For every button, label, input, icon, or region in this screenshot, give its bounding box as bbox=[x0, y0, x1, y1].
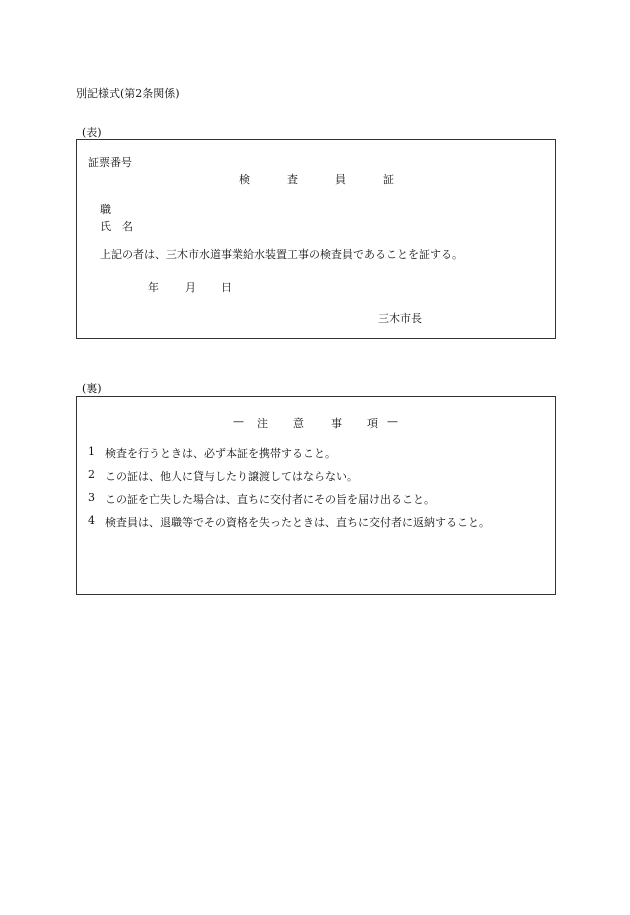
note-text: この証は、他人に貸与したり譲渡してはならない。 bbox=[105, 470, 358, 483]
note-number: 4 bbox=[88, 514, 95, 527]
certificate-number-label: 証票番号 bbox=[88, 156, 132, 169]
title-char: 検 bbox=[239, 173, 250, 186]
note-number: 2 bbox=[88, 468, 95, 481]
note-text: 検査員は、退職等でその資格を失ったときは、直ちに交付者に返納すること。 bbox=[105, 516, 490, 529]
name-label: 氏 名 bbox=[100, 220, 133, 233]
title-char: 意 bbox=[293, 417, 304, 430]
note-text: この証を亡失した場合は、直ちに交付者にその旨を届け出ること。 bbox=[105, 493, 435, 506]
date-day-label: 日 bbox=[221, 281, 232, 294]
title-char: 員 bbox=[335, 173, 346, 186]
date-month-label: 月 bbox=[185, 281, 196, 294]
certification-statement: 上記の者は、三木市水道事業給水装置工事の検査員であることを証する。 bbox=[100, 248, 463, 261]
title-char: 注 bbox=[257, 417, 268, 430]
title-char: 証 bbox=[383, 173, 394, 186]
title-char: 査 bbox=[287, 173, 298, 186]
front-label: (表) bbox=[82, 126, 102, 139]
title-dash: — bbox=[233, 415, 244, 428]
front-card bbox=[76, 139, 556, 339]
note-number: 1 bbox=[88, 445, 95, 458]
note-number: 3 bbox=[88, 491, 95, 504]
back-label: (裏) bbox=[82, 382, 102, 395]
title-dash: — bbox=[387, 415, 398, 428]
date-year-label: 年 bbox=[148, 281, 159, 294]
form-header: 別記様式(第2条関係) bbox=[76, 87, 180, 100]
post-label: 職 bbox=[100, 203, 111, 216]
title-char: 項 bbox=[367, 417, 378, 430]
issuer-name: 三木市長 bbox=[378, 312, 422, 325]
back-card bbox=[76, 396, 556, 595]
note-text: 検査を行うときは、必ず本証を携帯すること。 bbox=[105, 447, 336, 460]
title-char: 事 bbox=[331, 417, 342, 430]
